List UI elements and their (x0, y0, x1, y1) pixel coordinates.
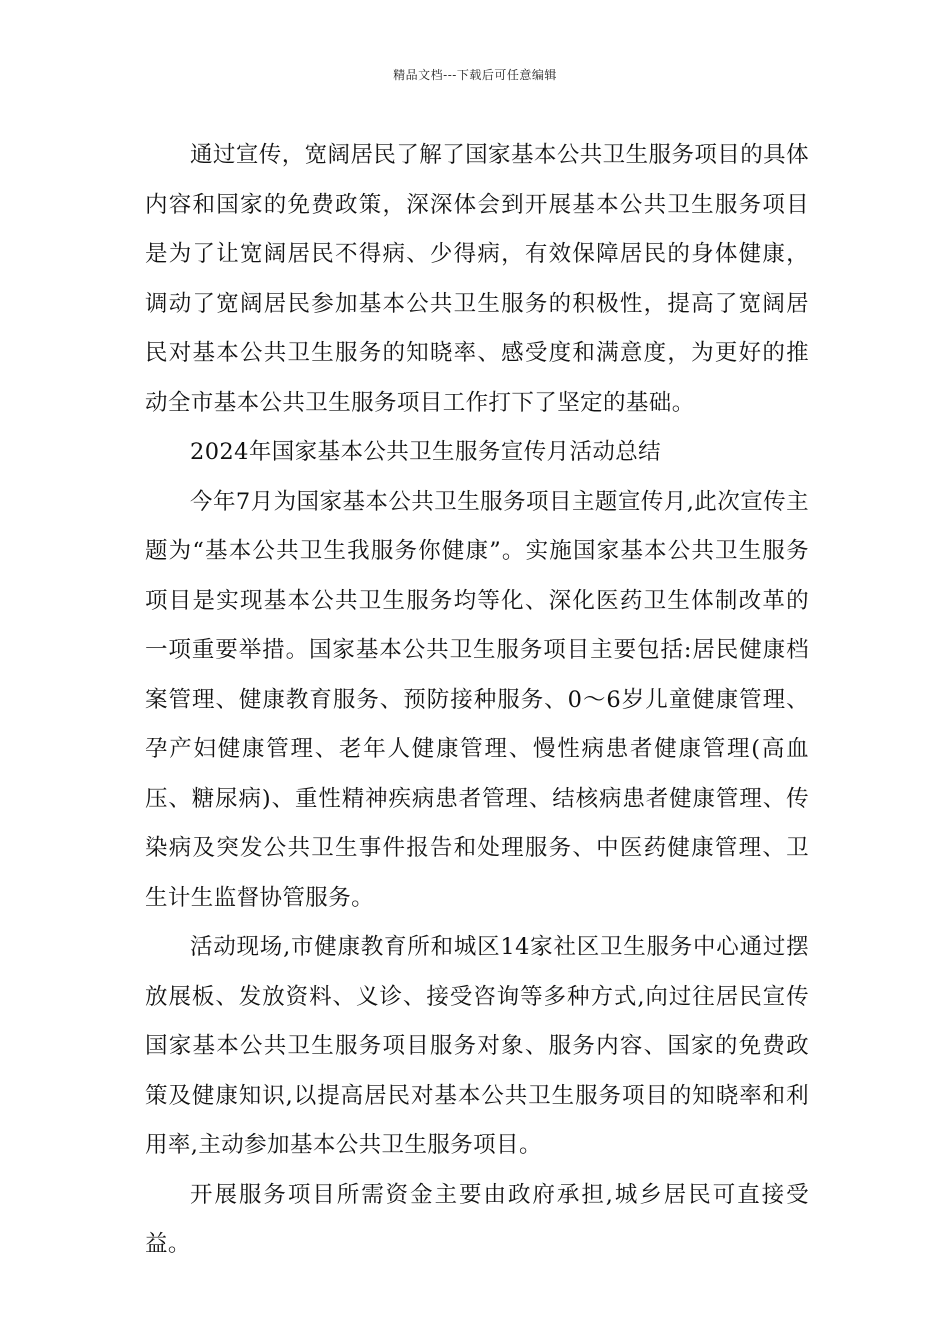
paragraph-funding: 开展服务项目所需资金主要由政府承担,城乡居民可直接受益。 (145, 1181, 809, 1257)
paragraph-publicity-result: 通过宣传，宽阔居民了解了国家基本公共卫生服务项目的具体内容和国家的免费政策，深深体会到开展基本公共卫生服务项目是为了让宽阔居民不得病、少得病，有效保障居民的身体健康，调动了宽阔居民参加基本公共卫生服务的积极性，提高了宽阔居民对基本公共卫生服务的知晓率、感受度和满意度，为更好的推动全市基本公共卫生服务项目工作打下了坚定的基础。 (145, 142, 809, 416)
page-header: 精品文档---下载后可任意编辑 (393, 68, 557, 82)
paragraph-activity-site: 活动现场,市健康教育所和城区14家社区卫生服务中心通过摆放展板、发放资料、义诊、接受咨询等多种方式,向过往居民宣传国家基本公共卫生服务项目服务对象、服务内容、国家的免费政策及健康知识,以提高居民对基本公共卫生服务项目的知晓率和利用率,主动参加基本公共卫生服务项目。 (145, 934, 809, 1158)
document-body (145, 131, 809, 1270)
section-title: 2024年国家基本公共卫生服务宣传月活动总结 (190, 439, 662, 465)
paragraph-theme-month: 今年7月为国家基本公共卫生服务项目主题宣传月,此次宣传主题为“基本公共卫生我服务你健康”。实施国家基本公共卫生服务项目是实现基本公共卫生服务均等化、深化医药卫生体制改革的一项重要举措。国家基本公共卫生服务项目主要包括:居民健康档案管理、健康教育服务、预防接种服务、0～6岁儿童健康管理、孕产妇健康管理、老年人健康管理、慢性病患者健康管理(高血压、糖尿病)、重性精神疾病患者管理、结核病患者健康管理、传染病及突发公共卫生事件报告和处理服务、中医药健康管理、卫生计生监督协管服务。 (145, 488, 809, 911)
